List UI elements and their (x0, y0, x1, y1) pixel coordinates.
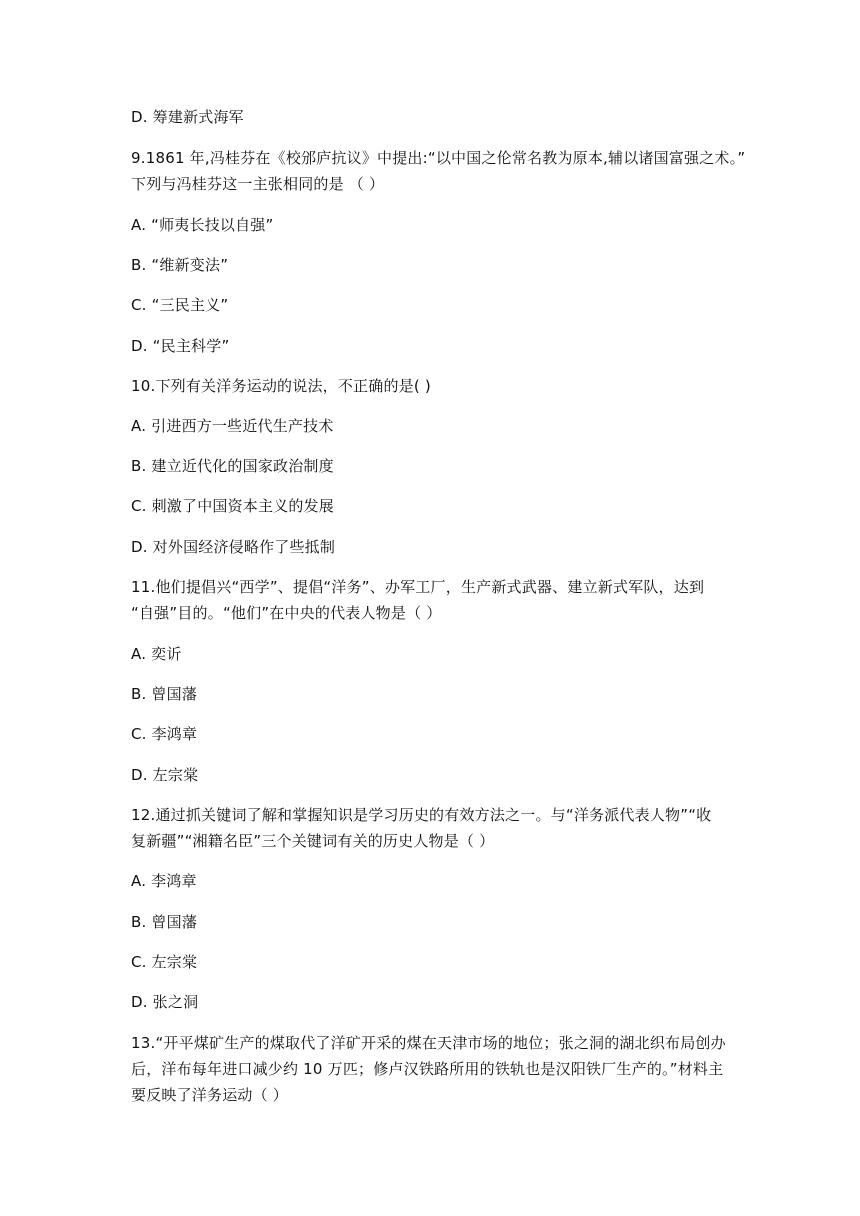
question-11-option-b: B. 曾国藩 (131, 685, 198, 703)
question-11-option-c: C. 李鸿章 (131, 725, 198, 743)
question-12-option-c: C. 左宗棠 (131, 953, 198, 971)
question-11-option-d: D. 左宗棠 (131, 766, 199, 784)
question-9-stem-line-2: 下列与冯桂芬这一主张相同的是 （ ） (131, 175, 385, 193)
question-12-stem-line-1: 12.通过抓关键词了解和掌握知识是学习历史的有效方法之一。与“洋务派代表人物”“收 (131, 806, 712, 824)
question-11-option-a: A. 奕䜣 (131, 645, 182, 663)
question-9-option-c: C. “三民主义” (131, 296, 229, 314)
question-9-option-d: D. “民主科学” (131, 337, 230, 355)
question-10-stem-line-1: 10.下列有关洋务运动的说法，不正确的是( ) (131, 377, 431, 395)
question-10-option-a: A. 引进西方一些近代生产技术 (131, 417, 334, 435)
prev-question-option-d: D. 筹建新式海军 (131, 108, 244, 126)
question-11-stem-line-1: 11.他们提倡兴“西学”、提倡“洋务”、办军工厂，生产新式武器、建立新式军队，达到 (131, 578, 705, 596)
question-12-stem-line-2: 复新疆”“湘籍名臣”三个关键词有关的历史人物是（ ） (131, 832, 495, 850)
question-9-stem-line-1: 9.1861 年,冯桂芬在《校邠庐抗议》中提出:“以中国之伦常名教为原本,辅以诸国富强之术。” (131, 149, 746, 167)
question-9-option-b: B. “维新变法” (131, 256, 229, 274)
question-11-stem-line-2: “自强”目的。“他们”在中央的代表人物是（ ） (131, 604, 442, 622)
question-12-option-a: A. 李鸿章 (131, 872, 197, 890)
question-13-stem-line-3: 要反映了洋务运动（ ） (131, 1086, 288, 1104)
question-10-option-d: D. 对外国经济侵略作了些抵制 (131, 538, 336, 556)
question-12-option-b: B. 曾国藩 (131, 913, 198, 931)
question-9-option-a: A. “师夷长技以自强” (131, 216, 274, 234)
question-10-option-c: C. 刺激了中国资本主义的发展 (131, 497, 335, 515)
question-13-stem-line-1: 13.“开平煤矿生产的煤取代了洋矿开采的煤在天津市场的地位；张之洞的湖北织布局创办 (131, 1034, 726, 1052)
question-13-stem-line-2: 后，洋布每年进口减少约 10 万匹；修卢汉铁路所用的铁轨也是汉阳铁厂生产的。”材料主 (131, 1060, 724, 1078)
question-12-option-d: D. 张之洞 (131, 993, 199, 1011)
question-10-option-b: B. 建立近代化的国家政治制度 (131, 457, 334, 475)
